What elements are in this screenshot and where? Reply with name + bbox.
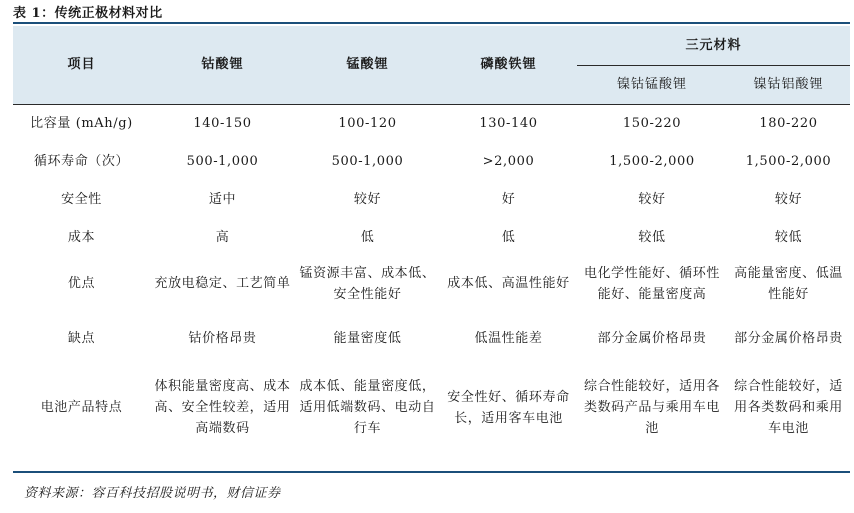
row-label: 循环寿命（次） — [33, 153, 130, 169]
table-row — [13, 104, 850, 142]
cell-lmo: 成本低、能量密度低，适用低端数码、电动自行车 — [299, 379, 436, 436]
header-nca: 镍钴铝酸锂 — [727, 65, 850, 104]
row-label: 电池产品特点 — [40, 400, 123, 415]
cell-lmo: 500-1,000 — [331, 153, 404, 169]
row-label: 成本 — [67, 229, 96, 245]
cell-lmo: 能量密度低 — [333, 331, 402, 346]
cell-nca: 部分金属价格昂贵 — [734, 331, 843, 346]
cell-lco: 500-1,000 — [186, 153, 259, 169]
cell-ncm: 1,500-2,000 — [609, 153, 695, 169]
header-item: 项目 — [13, 26, 150, 104]
cell-nca: 较好 — [774, 191, 803, 207]
cell-lco: 钴价格昂贵 — [188, 331, 257, 346]
header-ternary-group: 三元材料 — [577, 26, 850, 65]
header-lco: 钴酸锂 — [150, 26, 295, 104]
table-row — [13, 311, 850, 366]
cell-nca: 高能量密度、低温性能好 — [734, 265, 843, 302]
row-label: 安全性 — [61, 191, 102, 207]
cell-lfp: 低温性能差 — [474, 331, 543, 346]
table-row — [13, 142, 850, 180]
cell-lfp: 低 — [501, 229, 516, 245]
cell-ncm: 较低 — [638, 229, 666, 245]
cell-ncm: 部分金属价格昂贵 — [597, 331, 707, 346]
cell-nca: 综合性能较好，适用各类数码和乘用车电池 — [734, 379, 843, 436]
row-label: 比容量 (mAh/g) — [30, 115, 133, 131]
source-note: 资料来源：容百科技招股说明书，财信证券 — [24, 486, 281, 501]
table-row — [13, 218, 850, 256]
cell-lco: 适中 — [208, 191, 237, 207]
bottom-rule — [13, 471, 850, 473]
cell-lfp: >2,000 — [482, 153, 535, 169]
cell-lfp: 好 — [501, 191, 516, 207]
cell-lco: 140-150 — [193, 115, 252, 131]
cell-lco: 高 — [215, 229, 230, 245]
cell-ncm: 较好 — [638, 191, 666, 207]
cell-lco: 体积能量密度高、成本高、安全性较差，适用高端数码 — [154, 379, 291, 436]
cell-lfp: 130-140 — [479, 115, 538, 131]
row-label: 缺点 — [67, 331, 96, 346]
cell-lmo: 较好 — [353, 191, 382, 207]
table-row — [13, 256, 850, 311]
cell-lmo: 锰资源丰富、成本低、安全性能好 — [299, 265, 436, 302]
table-title: 表 1：传统正极材料对比 — [13, 6, 163, 21]
cell-nca: 180-220 — [759, 115, 818, 131]
cell-ncm: 150-220 — [622, 115, 682, 131]
cell-nca: 较低 — [774, 229, 803, 245]
cell-lfp: 安全性好、循环寿命长，适用客车电池 — [447, 389, 570, 426]
table-row — [13, 180, 850, 218]
table-row — [13, 366, 850, 449]
comparison-table — [13, 26, 850, 449]
header-lfp: 磷酸铁锂 — [440, 26, 577, 104]
top-rule — [13, 22, 850, 24]
row-label: 优点 — [67, 276, 96, 291]
header-ncm: 镍钴锰酸锂 — [577, 65, 727, 104]
cell-lmo: 低 — [360, 229, 375, 245]
cell-ncm: 综合性能较好，适用各类数码产品与乘用车电池 — [583, 379, 720, 436]
cell-lmo: 100-120 — [338, 115, 397, 131]
cell-nca: 1,500-2,000 — [745, 153, 832, 169]
cell-lfp: 成本低、高温性能好 — [447, 276, 570, 291]
cell-lco: 充放电稳定、工艺简单 — [154, 276, 291, 291]
header-lmo: 锰酸锂 — [295, 26, 440, 104]
cell-ncm: 电化学性能好、循环性能好、能量密度高 — [583, 265, 720, 302]
